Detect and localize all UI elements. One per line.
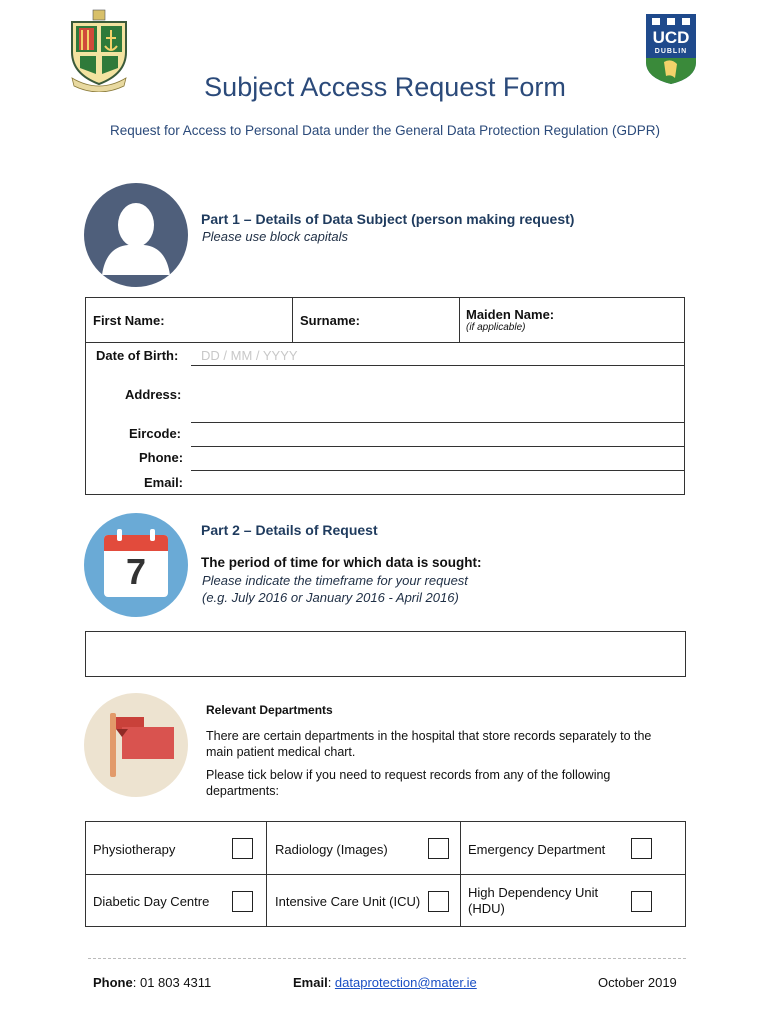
divider (191, 446, 684, 447)
dept-label-hdu: High Dependency Unit (HDU) (468, 885, 599, 916)
surname-field[interactable] (370, 302, 454, 338)
phone-field[interactable] (194, 449, 679, 469)
person-icon (84, 183, 188, 287)
email-field[interactable] (194, 473, 679, 493)
checkbox-physiotherapy[interactable] (232, 838, 253, 859)
address-label: Address: (125, 387, 182, 402)
part2-heading: Part 2 – Details of Request (201, 522, 378, 538)
phone-label: Phone: (139, 450, 184, 465)
dept-label-icu: Intensive Care Unit (ICU) (275, 894, 421, 909)
checkbox-hdu[interactable] (631, 891, 652, 912)
eircode-field[interactable] (194, 425, 679, 445)
first-name-label: First Name: (93, 313, 165, 328)
footer-phone (93, 975, 211, 990)
flag-icon (84, 693, 188, 797)
first-name-field[interactable] (176, 302, 286, 338)
footer-email (293, 975, 477, 990)
checkbox-icu[interactable] (428, 891, 449, 912)
page-title: Subject Access Request Form (204, 72, 566, 102)
divider (86, 874, 685, 875)
divider (191, 365, 684, 366)
maiden-name-note: (if applicable) (466, 322, 526, 333)
period-note-1: Please indicate the timeframe for your request (202, 573, 468, 588)
footer-email-label: Email (293, 975, 328, 990)
period-note-2: (e.g. July 2016 or January 2016 - April 2016) (202, 590, 459, 605)
dept-label-radiology: Radiology (Images) (275, 842, 388, 857)
footer-email-link[interactable]: dataprotection@mater.ie (334, 975, 477, 990)
checkbox-diabetic[interactable] (232, 891, 253, 912)
part1-heading: Part 1 – Details of Data Subject (person making request) (201, 211, 575, 227)
divider (191, 470, 684, 471)
maiden-name-label: Maiden Name: (466, 307, 555, 322)
footer-phone-label: Phone (93, 975, 133, 990)
period-input[interactable] (85, 631, 686, 677)
divider (191, 422, 684, 423)
divider (459, 298, 460, 342)
email-label: Email: (144, 475, 184, 490)
departments-table (85, 821, 686, 927)
ucd-logo-text: UCD (652, 28, 690, 47)
departments-para-1: There are certain departments in the hospital that store records separately to the main patient medical chart. (206, 729, 652, 759)
checkbox-radiology[interactable] (428, 838, 449, 859)
page-subtitle: Request for Access to Personal Data under the General Data Protection Regulation (GDPR) (109, 123, 661, 138)
address-field[interactable] (194, 370, 679, 420)
personal-details-table (85, 297, 685, 495)
dept-label-emergency: Emergency Department (468, 842, 606, 857)
dob-label: Date of Birth: (96, 348, 179, 363)
calendar-icon (84, 513, 188, 617)
divider (292, 298, 293, 342)
maiden-name-field[interactable] (566, 302, 676, 338)
dept-label-physiotherapy: Physiotherapy (93, 842, 176, 857)
period-heading: The period of time for which data is sought: (201, 555, 482, 570)
eircode-label: Eircode: (129, 426, 182, 441)
footer-date: October 2019 (598, 975, 677, 990)
part1-note: Please use block capitals (202, 229, 348, 244)
footer-email-sep: : (327, 975, 335, 990)
checkbox-emergency[interactable] (631, 838, 652, 859)
dept-label-diabetic: Diabetic Day Centre (93, 894, 210, 909)
departments-para-2: Please tick below if you need to request records from any of the following departments: (206, 768, 611, 798)
footer-divider (88, 958, 686, 959)
ucd-logo-subtext: DUBLIN (654, 48, 688, 55)
divider (460, 822, 461, 926)
footer-phone-value: : 01 803 4311 (132, 975, 212, 990)
divider (266, 822, 267, 926)
dob-field[interactable]: DD / MM / YYYY (201, 348, 298, 363)
departments-heading: Relevant Departments (206, 703, 333, 717)
surname-label: Surname: (300, 313, 360, 328)
calendar-day: 7 (125, 551, 147, 592)
